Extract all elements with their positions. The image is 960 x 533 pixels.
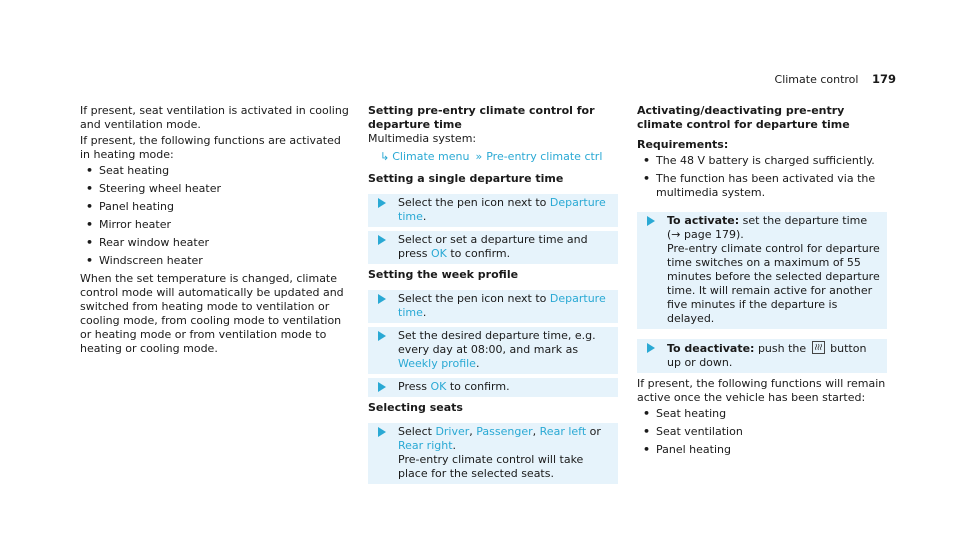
list-item: • Seat heating [637, 407, 887, 421]
step: Select Driver, Passenger, Rear left or Rear right. Pre-entry climate control will take place for the selected seats. [368, 423, 618, 484]
step: Select or set a departure time and press OK to confirm. [368, 231, 618, 264]
step-arrow-icon [378, 294, 386, 304]
subheading: Setting a single departure time [368, 172, 564, 185]
step-arrow-icon [647, 343, 655, 353]
menu-item-climate[interactable]: Climate menu [392, 150, 470, 163]
step-arrow-icon [378, 427, 386, 437]
menu-path [368, 150, 618, 164]
list-item: • Mirror heater [80, 218, 350, 232]
subheading: Selecting seats [368, 401, 463, 414]
step: Press OK to confirm. [368, 378, 618, 397]
rear-left-link[interactable]: Rear left [539, 425, 587, 438]
step: Select the pen icon next to Departure time. [368, 194, 618, 227]
passenger-link[interactable]: Passenger [476, 425, 533, 438]
ok-link[interactable]: OK [431, 247, 447, 260]
step-arrow-icon [378, 382, 386, 392]
step: To activate: set the departure time (→ page 179). Pre-entry climate control for departure time switches on a maximum of 55 minutes before the selected departure time. It will remain active for another five minutes if the departure is delayed. [637, 212, 887, 329]
list-item: • The function has been activated via the multimedia system. [637, 172, 887, 200]
list-item: • Panel heating [80, 200, 350, 214]
departure-time-link[interactable]: Departure time [398, 292, 606, 319]
ok-link[interactable]: OK [430, 380, 447, 393]
page-header [775, 72, 896, 86]
section-heading: Activating/deactivating pre-entry climate control for departure time [637, 104, 850, 131]
step-arrow-icon [378, 198, 386, 208]
column-2 [368, 104, 618, 488]
paragraph: When the set temperature is changed, climate control mode will automatically be updated and switched from heating mode to ventilation or cooling mode, from cooling mode to ventilation or heating mode or from ventilation mode to heating or cooling mode. [80, 272, 344, 355]
paragraph: If present, seat ventilation is activated in cooling and ventilation mode. [80, 104, 349, 131]
list-item: • Rear window heater [80, 236, 350, 250]
step: Select the pen icon next to Departure time. [368, 290, 618, 323]
list-item: • Seat heating [80, 164, 350, 178]
requirements-label: Requirements: [637, 138, 729, 151]
step: To deactivate: push the button up or down. [637, 339, 887, 373]
departure-time-link[interactable]: Departure time [398, 196, 606, 223]
step-arrow-icon [378, 235, 386, 245]
active-functions-list [637, 407, 887, 457]
list-item: • Steering wheel heater [80, 182, 350, 196]
list-item: • Panel heating [637, 443, 887, 457]
climate-button-icon [812, 341, 825, 354]
column-3 [637, 104, 887, 461]
step-arrow-icon [647, 216, 655, 226]
section-heading: Setting pre-entry climate control for departure time [368, 104, 595, 131]
step-note: Pre-entry climate control will take place for the selected seats. [398, 453, 584, 480]
list-item: • Seat ventilation [637, 425, 887, 439]
paragraph: If present, the following functions are activated in heating mode: [80, 134, 341, 161]
column-1 [80, 104, 350, 356]
list-item: • Windscreen heater [80, 254, 350, 268]
step-arrow-icon [378, 331, 386, 341]
system-label: Multimedia system: [368, 132, 477, 145]
list-item: • The 48 V battery is charged sufficiently. [637, 154, 887, 168]
menu-item-pre-entry[interactable]: Pre-entry climate ctrl [486, 150, 603, 163]
step-note: Pre-entry climate control for departure time switches on a maximum of 55 minutes before the selected departure time. It will remain active for another five minutes if the departure is delayed. [667, 242, 880, 325]
rear-right-link[interactable]: Rear right [398, 439, 453, 452]
return-arrow-icon: ↳ [380, 150, 390, 163]
driver-link[interactable]: Driver [435, 425, 470, 438]
requirements-list [637, 154, 887, 200]
page-number: 179 [871, 72, 896, 86]
subheading: Setting the week profile [368, 268, 519, 281]
section-title: Climate control [774, 73, 859, 86]
paragraph: If present, the following functions will remain active once the vehicle has been started: [637, 377, 886, 404]
double-chevron-icon: » [475, 150, 483, 163]
heating-functions-list [80, 164, 350, 268]
step: Set the desired departure time, e.g. every day at 08:00, and mark as Weekly profile. [368, 327, 618, 374]
weekly-profile-link[interactable]: Weekly profile [398, 357, 476, 370]
